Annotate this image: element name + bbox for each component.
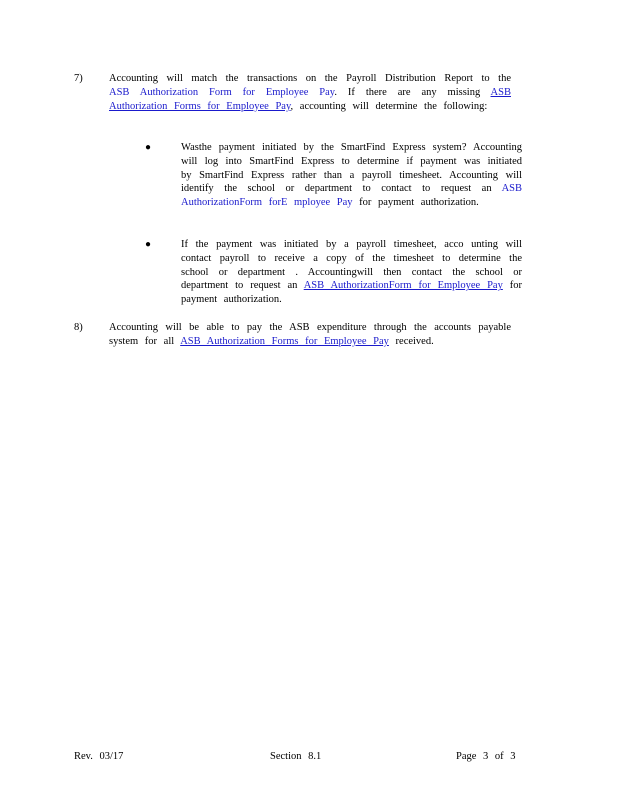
footer-section: Section 8.1 <box>270 751 322 762</box>
bullet-2-paragraph <box>181 238 522 307</box>
bullet-1-form-link[interactable]: ASB AuthorizationForm forE mployee Pay <box>181 183 522 209</box>
item-7-text-b: . If there are any missing <box>334 86 491 98</box>
item-7-paragraph <box>109 72 511 113</box>
bullet-1-dot: ● <box>145 142 152 153</box>
item-8-text-b: received. <box>388 335 434 347</box>
item-8-forms-link[interactable]: ASB Authorization Forms for Employee Pay <box>180 335 389 347</box>
item-8-text-a: Accounting will be able to pay the ASB expenditure through the accounts payable system for all <box>109 322 511 347</box>
asb-authorization-forms-link[interactable]: ASB Authorization Forms for Employee Pay <box>109 86 511 112</box>
bullet-1-paragraph <box>181 141 522 210</box>
footer-page-number: Page 3 of 3 <box>456 751 516 762</box>
bullet-1-text-a: Wasthe payment initiated by the SmartFind Express system? Accounting will log into SmartFind Express to determine if payment was initiated by SmartFind Express rather than a payroll timesheet. Accounting will identify the school or department to contact to request an <box>181 142 522 195</box>
item-7-text-a: Accounting will match the transactions on the Payroll Distribution Report to the <box>109 73 511 84</box>
item-number-8: 8) <box>74 322 83 333</box>
asb-authorization-form-link[interactable]: ASB Authorization Form for Employee Pay <box>109 86 335 98</box>
bullet-2-dot: ● <box>145 239 152 250</box>
bullet-2-text-b: for payment authorization. <box>181 280 522 306</box>
bullet-1-text-b: for payment authorization. <box>352 197 479 209</box>
footer-revision: Rev. 03/17 <box>74 751 124 762</box>
bullet-2-form-link[interactable]: ASB AuthorizationForm for Employee Pay <box>303 280 503 292</box>
item-8-paragraph <box>109 321 511 349</box>
item-number-7: 7) <box>74 73 83 84</box>
item-7-text-c: , accounting will determine the following: <box>290 100 488 112</box>
bullet-2-text-a: If the payment was initiated by a payroll timesheet, acco unting will contact payroll to receive a copy of the timesheet to determine the school or department . Accountingwill then contact the school or department to request an <box>181 239 522 292</box>
